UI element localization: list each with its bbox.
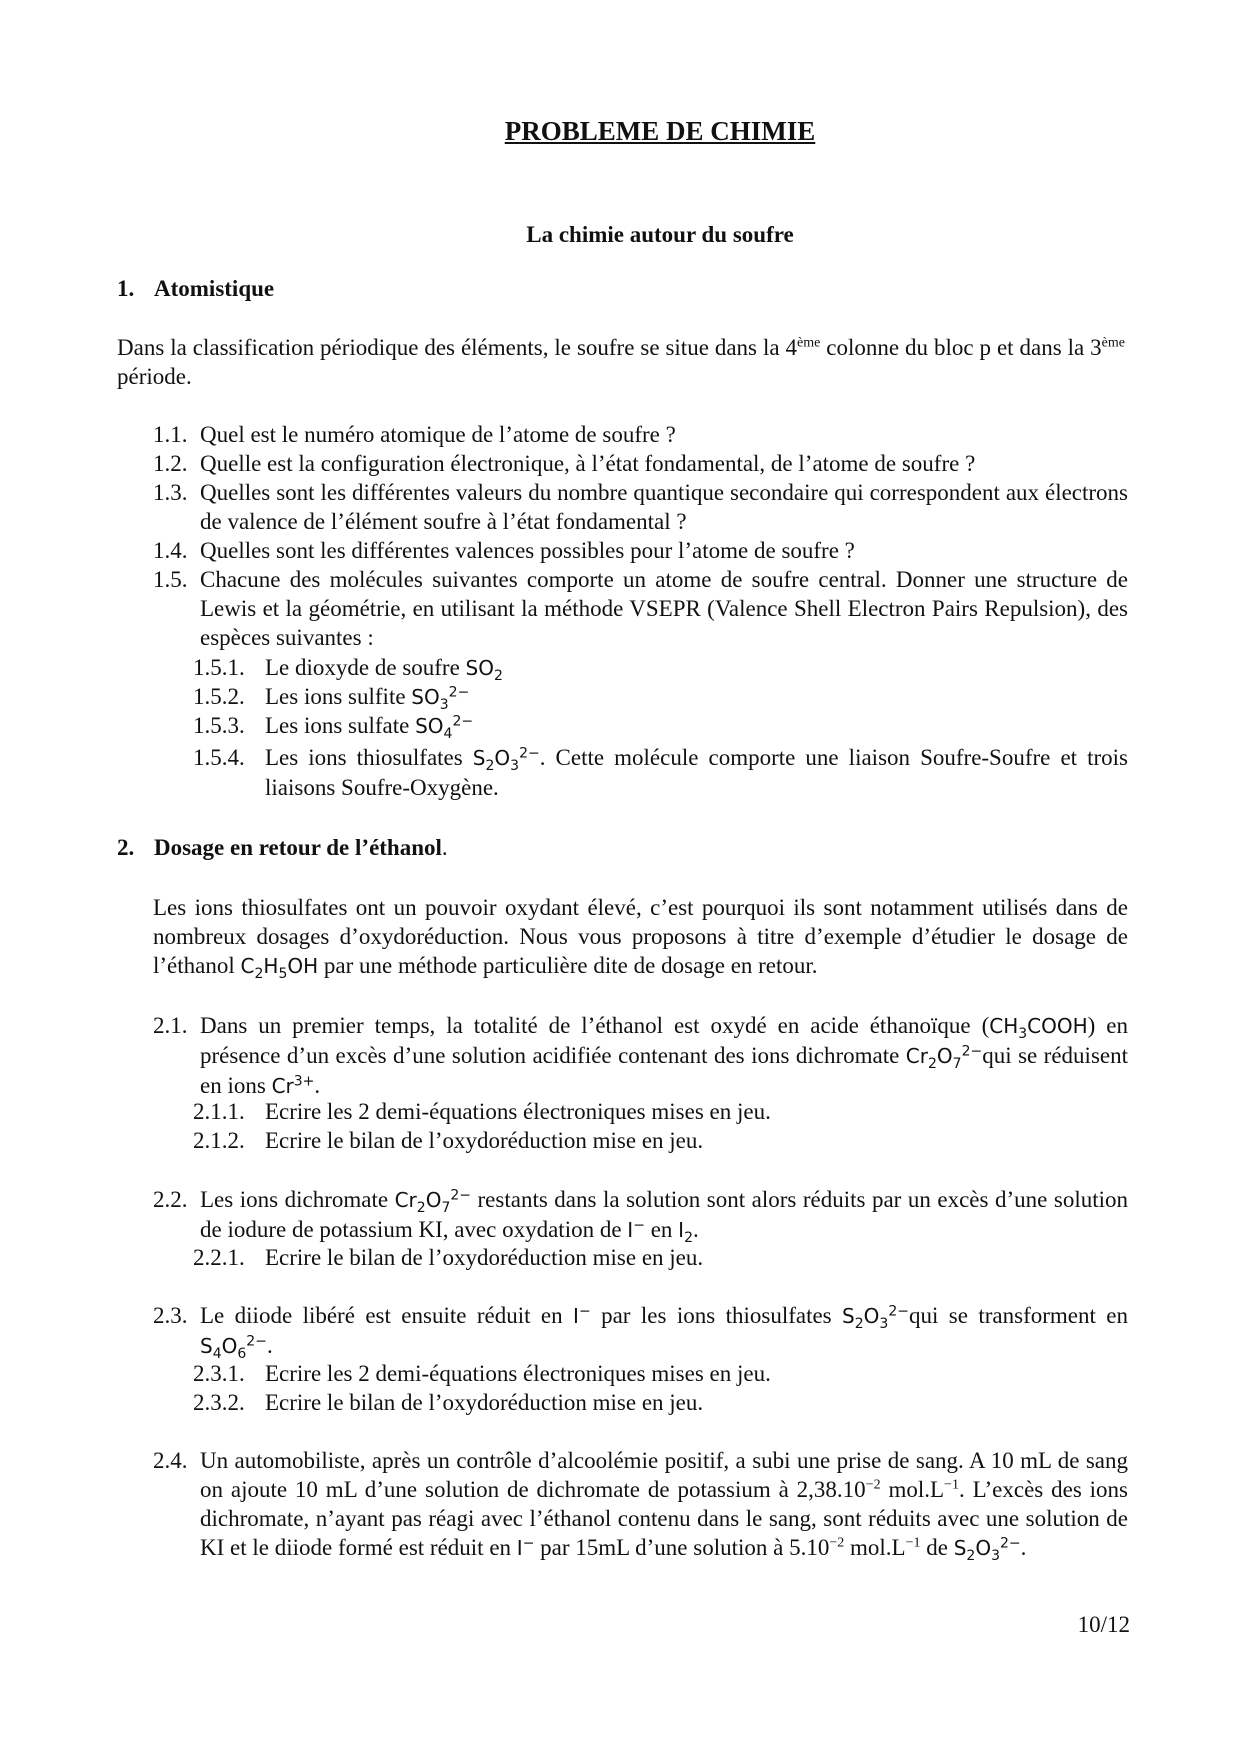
question-text: Les ions thiosulfates $S_2O_3^{2-}$. Cette molécule comporte une liaison Soufre-Soufre et trois liaisons Soufre-Oxygène. (265, 745, 1128, 800)
formula-cr3: $Cr^{3+}$ (271, 1073, 315, 1098)
question-text: Chacune des molécules suivantes comporte un atome de soufre central. Donner une structure de Lewis et la géométrie, en utilisant la méthode VSEPR (Valence Shell Electron Pairs Repulsion), des espèces suivantes : (200, 567, 1128, 650)
formula-ch3cooh: $CH_3COOH$ (989, 1014, 1088, 1042)
section-2-title-end: . (441, 835, 448, 860)
question-number: 2.1.2. (193, 1128, 245, 1153)
question-number: 2.2.1. (193, 1245, 245, 1270)
question-number: 1.5. (153, 567, 188, 592)
formula-ethanol: $C_2H_5OH$ (240, 954, 319, 982)
question-number: 2.1. (153, 1013, 188, 1038)
section-1-heading (117, 274, 274, 303)
question-number: 2.3.2. (193, 1390, 245, 1415)
question-text: Ecrire les 2 demi-équations électroniques mises en jeu. (265, 1361, 771, 1386)
question-number: 1.5.2. (193, 684, 245, 709)
question-text: Quelles sont les différentes valeurs du nombre quantique secondaire qui correspondent aux électrons de valence de l’élément soufre à l’état fondamental ? (200, 480, 1128, 534)
intro-text-3: période. (117, 364, 192, 389)
formula-iodide: I− (573, 1303, 591, 1328)
formula-s2o3: $S_2O_3^{2-}$ (472, 745, 540, 774)
page-number: 10/12 (1077, 1612, 1130, 1637)
section-1-title: Atomistique (154, 276, 275, 301)
question-text: Ecrire les 2 demi-équations électroniques mises en jeu. (265, 1099, 771, 1124)
question-number: 1.5.4. (193, 745, 245, 770)
question-number: 1.5.1. (193, 655, 245, 680)
question-number: 1.3. (153, 480, 188, 505)
question-number: 2.3.1. (193, 1361, 245, 1386)
question-text: Quelle est la configuration électronique, à l’état fondamental, de l’atome de soufre ? (200, 451, 976, 476)
question-number: 2.3. (153, 1303, 188, 1328)
question-text: Quel est le numéro atomique de l’atome de soufre ? (200, 422, 676, 447)
formula-so2: $SO_2$ (465, 656, 503, 684)
question-number: 2.1.1. (193, 1099, 245, 1124)
question-number: 1.4. (153, 538, 188, 563)
question-text: Le diiode libéré est ensuite réduit en I− par les ions thiosulfates $S_2O_3^{2-}qui$ se transforment en $S_4O_6^{2-}$. (200, 1303, 1128, 1362)
question-number: 2.4. (153, 1448, 188, 1473)
question-text: Les ions dichromate $Cr_2O_7^{2-}$ restants dans la solution sont alors réduits par un excès d’une solution de iodure de potassium KI, avec oxydation de I− en $I_2$. (200, 1187, 1128, 1246)
question-number: 1.5.3. (193, 713, 245, 738)
section-2-title: Dosage en retour de l’éthanol (154, 835, 442, 860)
question-number: 1.1. (153, 422, 188, 447)
page-subtitle: La chimie autour du soufre (526, 222, 794, 247)
section-2-number: 2. (117, 835, 135, 860)
formula-so3: $SO_3^{2-}$ (411, 684, 470, 713)
section-1-intro (117, 333, 1125, 391)
question-text: Quelles sont les différentes valences possibles pour l’atome de soufre ? (200, 538, 855, 563)
formula-iodide: I− (516, 1535, 535, 1560)
question-text: Un automobiliste, après un contrôle d’alcoolémie positif, a subi une prise de sang. A 10 mL de sang on ajoute 10 mL d’une solution de dichromate de potassium à $2,38.10^{-2}$ $mol.L^{-1}$. L’excès des ions dichromate, n’ayant pas réagi avec l’éthanol contenu dans le sang, sont réduits avec une solution de KI et le diiode formé est réduit en I− par 15mL d’une solution à $5.10^{-2}$ $mol.L^{-1}$ de $S_2O_3^{2-}$. (200, 1448, 1128, 1564)
question-text: Ecrire le bilan de l’oxydoréduction mise en jeu. (265, 1128, 704, 1153)
section-2-intro (153, 893, 1128, 981)
page-title: PROBLEME DE CHIMIE (504, 116, 816, 146)
section-2-heading (117, 833, 448, 862)
intro-text-1: Dans la classification périodique des éléments, le soufre se situe dans la 4 (117, 335, 798, 360)
question-number: 2.2. (153, 1187, 188, 1212)
formula-s2o3: $S_2O_3^{2-}$ (953, 1535, 1021, 1564)
intro-text-2: colonne du bloc p et dans la 3 (820, 335, 1102, 360)
question-text: Le dioxyde de soufre $SO_2$ (265, 655, 503, 684)
formula-cr2o7: $Cr_2O_7^{2-}$ (905, 1043, 983, 1072)
intro-text-end: par une méthode particulière dite de dosage en retour. (318, 953, 818, 978)
formula-i2: $I_2$ (678, 1218, 693, 1246)
formula-s2o3: $S_2O_3^{2-}$ (842, 1303, 909, 1332)
question-text: Dans un premier temps, la totalité de l’éthanol est oxydé en acide éthanoïque $(CH_3COOH)$ en présence d’un excès d’une solution acidifiée contenant des ions dichromate $Cr_2O_7^{2-}qui$ se réduisent en ions $Cr^{3+}$. (200, 1013, 1128, 1098)
question-text: Les ions sulfite $SO_3^{2-}$ (265, 684, 470, 713)
formula-so4: $SO_4^{2-}$ (415, 713, 474, 742)
formula-cr2o7: $Cr_2O_7^{2-}$ (394, 1187, 471, 1216)
question-text: Les ions sulfate $SO_4^{2-}$ (265, 713, 474, 742)
formula-s4o6: $S_4O_6^{2-}$ (200, 1333, 267, 1362)
question-number: 1.2. (153, 451, 188, 476)
formula-iodide: I− (627, 1217, 645, 1242)
question-text: Ecrire le bilan de l’oxydoréduction mise en jeu. (265, 1245, 704, 1270)
intro-sup-1: ème (797, 335, 821, 351)
intro-sup-2: ème (1101, 335, 1125, 351)
question-text: Ecrire le bilan de l’oxydoréduction mise en jeu. (265, 1390, 704, 1415)
intro-text: Les ions thiosulfates ont un pouvoir oxydant élevé, c’est pourquoi ils sont notamment utilisés dans de nombreux dosages d’oxydoréduction. Nous vous proposons à titre d’exemple d’étudier le dosage de l’éthanol (153, 895, 1128, 978)
section-1-number: 1. (117, 276, 135, 301)
